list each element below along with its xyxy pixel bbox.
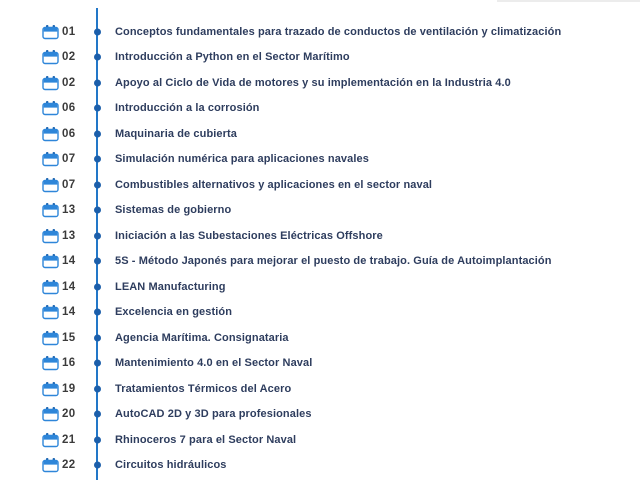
day-number: 01 xyxy=(62,25,76,38)
calendar-icon xyxy=(42,228,59,243)
timeline-dot xyxy=(94,207,101,214)
course-title[interactable]: Agencia Marítima. Consignataria xyxy=(115,331,289,344)
list-item[interactable] xyxy=(0,325,640,351)
list-item[interactable] xyxy=(0,96,640,122)
calendar-icon xyxy=(42,458,59,473)
calendar-icon xyxy=(42,305,59,320)
course-title[interactable]: Combustibles alternativos y aplicaciones en el sector naval xyxy=(115,178,433,191)
calendar-icon xyxy=(42,330,59,345)
course-title[interactable]: Simulación numérica para aplicaciones navales xyxy=(115,153,369,166)
timeline-dot xyxy=(94,283,101,290)
calendar-icon xyxy=(42,203,59,218)
day-number: 19 xyxy=(62,382,76,395)
timeline-dot xyxy=(94,79,101,86)
calendar-icon xyxy=(42,407,59,422)
timeline-dot xyxy=(94,411,101,418)
course-title[interactable]: Tratamientos Térmicos del Acero xyxy=(115,382,292,395)
course-title[interactable]: Conceptos fundamentales para trazado de conductos de ventilación y climatización xyxy=(115,25,562,38)
course-title[interactable]: Introducción a Python en el Sector Marítimo xyxy=(115,51,350,64)
course-title[interactable]: Rhinoceros 7 para el Sector Naval xyxy=(115,433,297,446)
day-number: 21 xyxy=(62,433,76,446)
calendar-icon xyxy=(42,24,59,39)
timeline-dot xyxy=(94,258,101,265)
list-item[interactable] xyxy=(0,274,640,300)
day-number: 15 xyxy=(62,331,76,344)
day-number: 07 xyxy=(62,178,76,191)
course-title[interactable]: Maquinaria de cubierta xyxy=(115,127,238,140)
course-title[interactable]: Excelencia en gestión xyxy=(115,306,233,319)
list-item[interactable] xyxy=(0,45,640,71)
course-title[interactable]: Mantenimiento 4.0 en el Sector Naval xyxy=(115,357,313,370)
day-number: 13 xyxy=(62,229,76,242)
list-item[interactable] xyxy=(0,147,640,173)
day-number: 20 xyxy=(62,408,76,421)
timeline-dot xyxy=(94,130,101,137)
list-item[interactable] xyxy=(0,19,640,45)
calendar-icon xyxy=(42,75,59,90)
timeline-dot xyxy=(94,181,101,188)
course-title[interactable]: 5S - Método Japonés para mejorar el puesto de trabajo. Guía de Autoimplantación xyxy=(115,255,552,268)
list-item[interactable] xyxy=(0,172,640,198)
course-title[interactable]: Iniciación a las Subestaciones Eléctricas Offshore xyxy=(115,229,383,242)
day-number: 02 xyxy=(62,51,76,64)
cropped-top-element xyxy=(497,0,640,2)
list-item[interactable] xyxy=(0,300,640,326)
list-item[interactable] xyxy=(0,402,640,428)
list-item[interactable] xyxy=(0,427,640,453)
calendar-icon xyxy=(42,101,59,116)
timeline-dot xyxy=(94,385,101,392)
calendar-icon xyxy=(42,177,59,192)
list-item[interactable] xyxy=(0,223,640,249)
course-title[interactable]: Introducción a la corrosión xyxy=(115,102,260,115)
calendar-icon xyxy=(42,356,59,371)
list-item[interactable] xyxy=(0,121,640,147)
calendar-icon xyxy=(42,279,59,294)
day-number: 22 xyxy=(62,459,76,472)
timeline-dot xyxy=(94,436,101,443)
course-title[interactable]: Sistemas de gobierno xyxy=(115,204,232,217)
list-item[interactable] xyxy=(0,70,640,96)
course-title[interactable]: AutoCAD 2D y 3D para profesionales xyxy=(115,408,312,421)
calendar-icon xyxy=(42,381,59,396)
calendar-icon xyxy=(42,254,59,269)
day-number: 02 xyxy=(62,76,76,89)
calendar-icon xyxy=(42,50,59,65)
day-number: 14 xyxy=(62,280,76,293)
timeline-dot xyxy=(94,156,101,163)
timeline-dot xyxy=(94,360,101,367)
course-title[interactable]: Circuitos hidráulicos xyxy=(115,459,227,472)
timeline-dot xyxy=(94,28,101,35)
course-title[interactable]: LEAN Manufacturing xyxy=(115,280,226,293)
list-item[interactable] xyxy=(0,351,640,377)
day-number: 06 xyxy=(62,102,76,115)
day-number: 13 xyxy=(62,204,76,217)
day-number: 14 xyxy=(62,255,76,268)
timeline-dot xyxy=(94,54,101,61)
timeline-dot xyxy=(94,462,101,469)
calendar-icon xyxy=(42,432,59,447)
day-number: 16 xyxy=(62,357,76,370)
calendar-icon xyxy=(42,152,59,167)
timeline-dot xyxy=(94,232,101,239)
day-number: 07 xyxy=(62,153,76,166)
list-item[interactable] xyxy=(0,376,640,402)
list-item[interactable] xyxy=(0,198,640,224)
list-item[interactable] xyxy=(0,453,640,479)
timeline-dot xyxy=(94,105,101,112)
course-title[interactable]: Apoyo al Ciclo de Vida de motores y su implementación en la Industria 4.0 xyxy=(115,76,511,89)
timeline-dot xyxy=(94,309,101,316)
day-number: 14 xyxy=(62,306,76,319)
day-number: 06 xyxy=(62,127,76,140)
course-schedule-list xyxy=(0,19,640,478)
calendar-icon xyxy=(42,126,59,141)
timeline-dot xyxy=(94,334,101,341)
list-item[interactable] xyxy=(0,249,640,275)
